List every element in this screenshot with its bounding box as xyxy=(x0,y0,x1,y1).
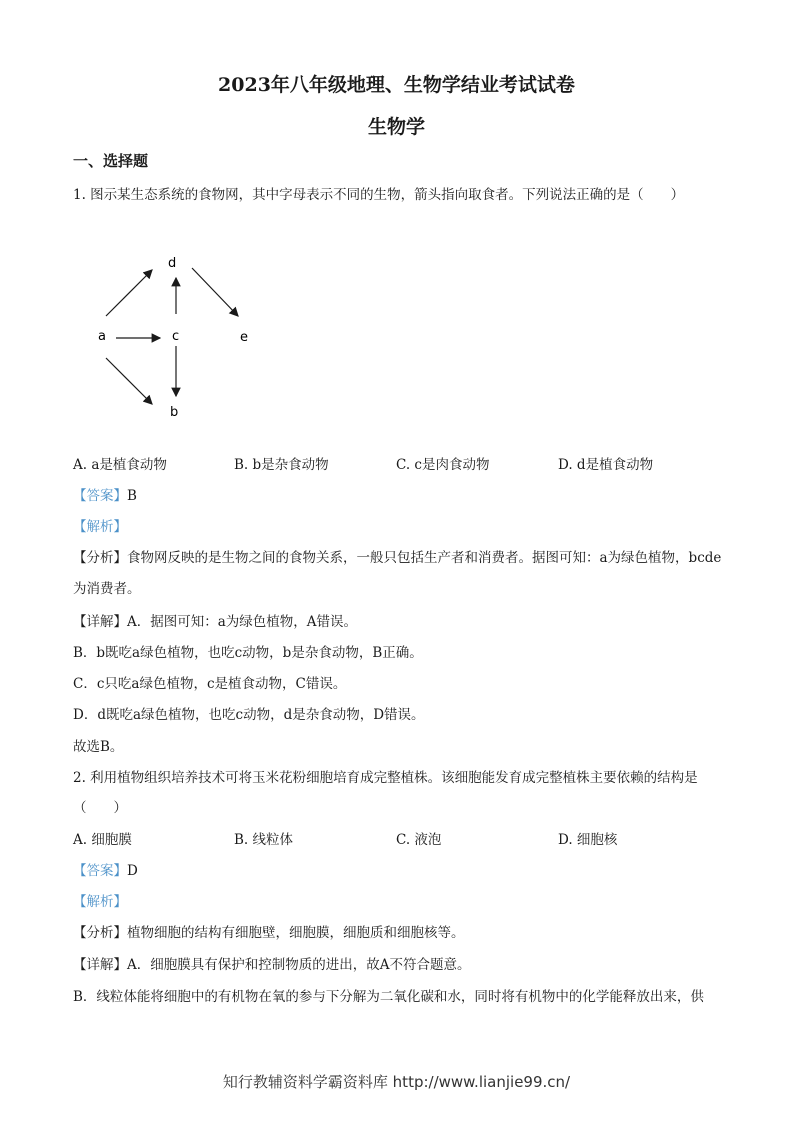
q1-option-c: C. c是肉食动物 xyxy=(396,457,490,473)
q2-option-d: D. 细胞核 xyxy=(558,832,618,848)
q1-line-c: C．c只吃a绿色植物，c是植食动物，C错误。 xyxy=(73,676,347,692)
answer-tag: 【答案】 xyxy=(73,488,127,504)
node-b: b xyxy=(170,405,179,420)
q2-option-c: C. 液泡 xyxy=(396,832,442,848)
q1-answer-line xyxy=(73,484,137,504)
q1-answer: B xyxy=(127,488,137,504)
fenxi-tag: 【分析】 xyxy=(73,550,127,566)
q1-stem: 1. 图示某生态系统的食物网，其中字母表示不同的生物，箭头指向取食者。下列说法正确的是（ ） xyxy=(73,187,685,203)
q2-fenxi-text: 植物细胞的结构有细胞壁，细胞膜，细胞质和细胞核等。 xyxy=(127,925,465,941)
arrow-a-to-d xyxy=(106,270,152,316)
q2-answer: D xyxy=(127,863,138,879)
xiangjie-tag: 【详解】 xyxy=(73,614,127,630)
q1-option-a: A. a是植食动物 xyxy=(73,457,167,473)
node-e: e xyxy=(240,330,248,345)
q1-xiangjie-line xyxy=(73,610,357,630)
q2-stem-line-1: 2. 利用植物组织培养技术可将玉米花粉细胞培育成完整植株。该细胞能发育成完整植株主要依赖的结构是 xyxy=(73,770,698,786)
page-subtitle: 生物学 xyxy=(367,116,425,138)
arrow-d-to-e xyxy=(192,268,238,316)
q1-fenxi-line-2: 为消费者。 xyxy=(73,581,141,597)
page-footer: 知行教辅资料学霸资料库 http://www.lianjie99.cn/ xyxy=(222,1073,571,1091)
q1-fenxi-text-1: 食物网反映的是生物之间的食物关系，一般只包括生产者和消费者。据图可知：a为绿色植物，bcde xyxy=(127,550,722,566)
q2-option-b: B. 线粒体 xyxy=(234,832,294,848)
q1-conclusion: 故选B。 xyxy=(73,739,124,755)
q2-option-a: A. 细胞膜 xyxy=(73,832,132,848)
fenxi-tag: 【分析】 xyxy=(73,925,127,941)
q1-option-d: D. d是植食动物 xyxy=(558,457,654,473)
q1-fenxi-line-1 xyxy=(73,546,721,566)
q2-line-b: B．线粒体能将细胞中的有机物在氧的参与下分解为二氧化碳和水，同时将有机物中的化学能释放出来，供 xyxy=(73,989,704,1005)
food-web-diagram xyxy=(90,250,260,420)
section-heading: 一、选择题 xyxy=(73,152,149,170)
arrow-a-to-b xyxy=(106,358,152,404)
xiangjie-tag: 【详解】 xyxy=(73,957,127,973)
page-title: 2023年八年级地理、生物学结业考试试卷 xyxy=(218,74,575,96)
node-c: c xyxy=(172,329,180,344)
q1-xiangjie-a: A．据图可知：a为绿色植物，A错误。 xyxy=(127,614,358,630)
q1-analysis-tag: 【解析】 xyxy=(73,519,127,535)
q2-answer-line xyxy=(73,859,138,879)
node-a: a xyxy=(98,329,106,344)
q2-analysis-tag: 【解析】 xyxy=(73,894,127,910)
q2-stem-line-2: （ ） xyxy=(73,800,127,816)
answer-tag: 【答案】 xyxy=(73,863,127,879)
q1-line-d: D．d既吃a绿色植物，也吃c动物，d是杂食动物，D错误。 xyxy=(73,707,425,723)
q1-option-b: B. b是杂食动物 xyxy=(234,457,329,473)
q2-xiangjie-line xyxy=(73,953,471,973)
node-d: d xyxy=(168,256,177,271)
q2-xiangjie-a: A．细胞膜具有保护和控制物质的进出，故A不符合题意。 xyxy=(127,957,471,973)
q2-fenxi-line xyxy=(73,921,465,941)
q1-line-b: B．b既吃a绿色植物，也吃c动物，b是杂食动物，B正确。 xyxy=(73,645,423,661)
